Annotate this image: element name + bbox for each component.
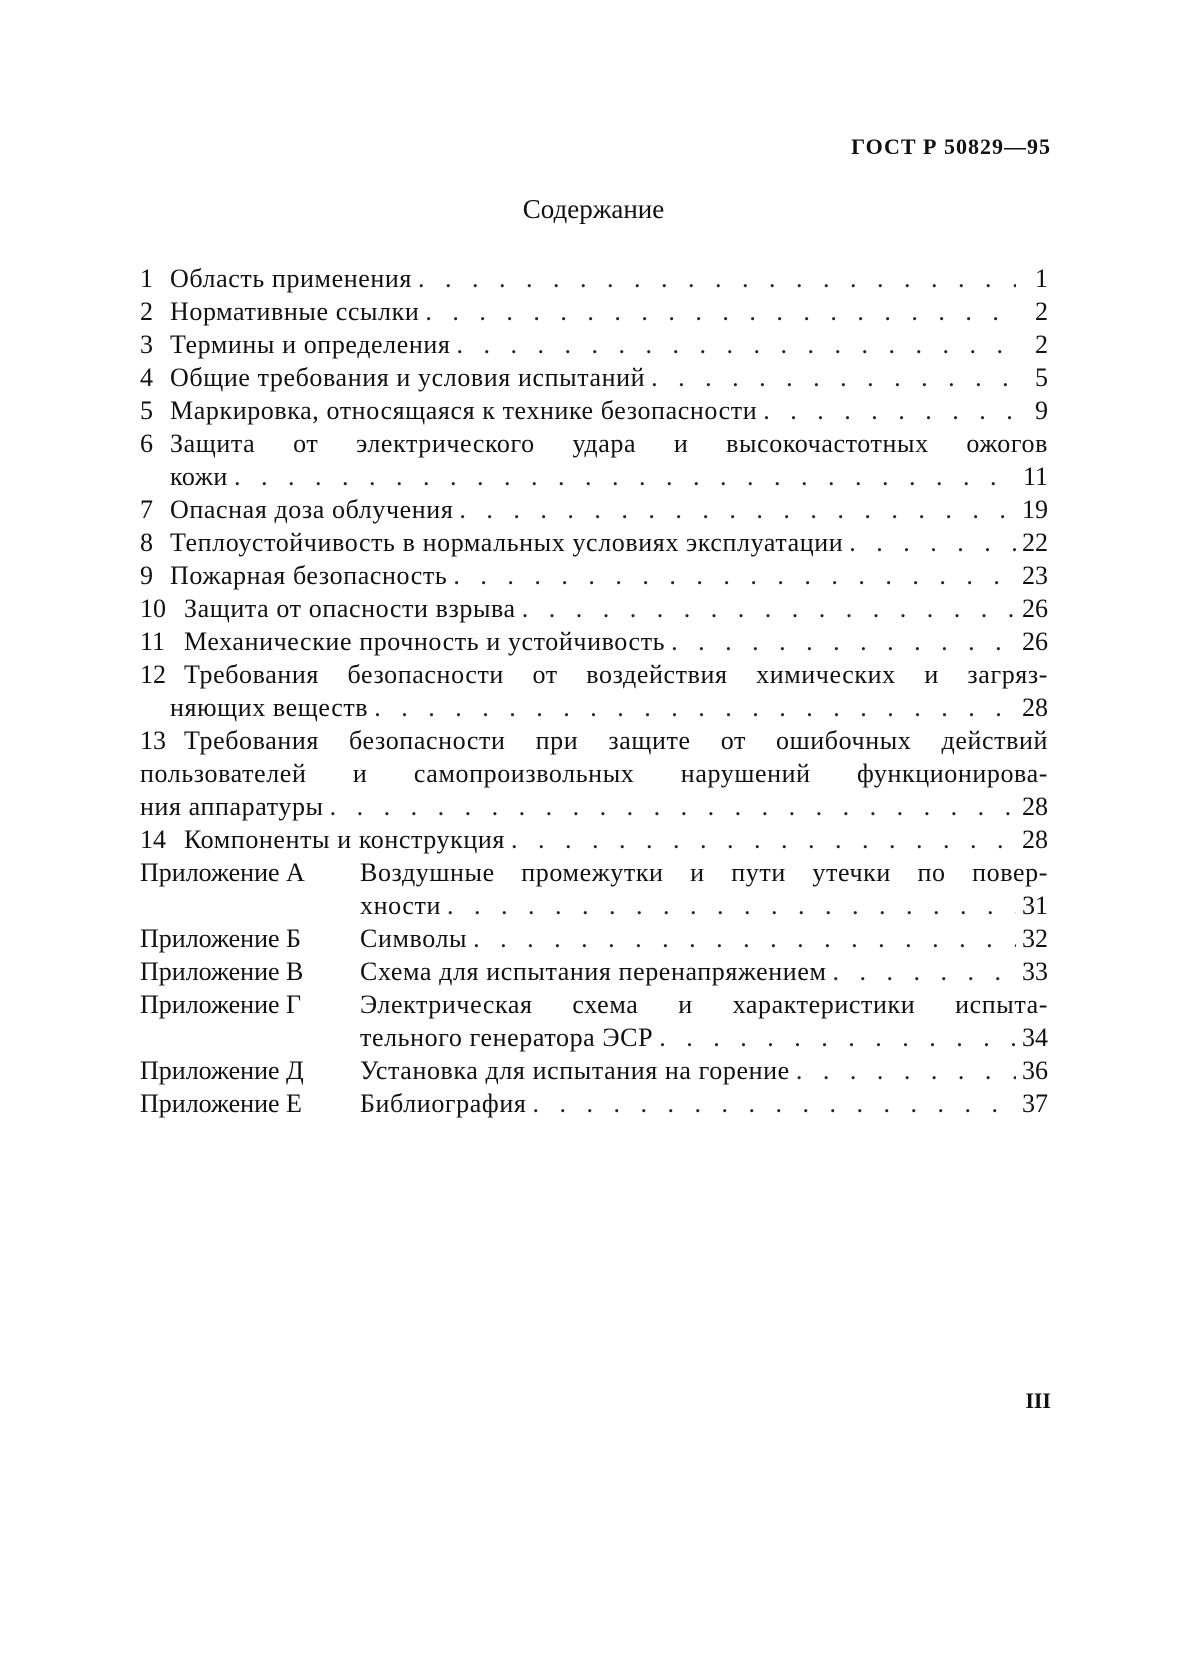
toc-appendix-v[interactable] <box>140 955 1048 988</box>
toc-entry-4[interactable] <box>140 361 1048 394</box>
appendix-label: Приложение А <box>140 858 305 887</box>
dot-leader <box>447 889 1016 922</box>
toc-entry-title: Нормативные ссылки <box>170 297 420 326</box>
dot-leader <box>418 262 1016 295</box>
dot-leader <box>330 790 1016 823</box>
toc-entry-number: 5 <box>140 396 153 425</box>
toc-entry-number: 4 <box>140 363 153 392</box>
toc-entry-title: Общие требования и условия испытаний <box>170 363 646 392</box>
toc-entry-page: 11 <box>1022 462 1048 491</box>
toc-entry-title: Термины и определения <box>170 330 451 359</box>
dot-leader <box>522 592 1016 625</box>
appendix-label: Приложение Б <box>140 924 301 953</box>
appendix-page: 33 <box>1022 957 1048 986</box>
appendix-page: 36 <box>1022 1056 1048 1085</box>
toc-entry-page: 2 <box>1035 297 1048 326</box>
toc-entry-11[interactable] <box>140 625 1048 658</box>
appendix-title-continuation: тельного генератора ЭСР <box>360 1023 654 1052</box>
appendix-page: 34 <box>1022 1023 1048 1052</box>
toc-entry-page: 26 <box>1022 594 1048 623</box>
toc-entry-title-continuation: няющих веществ <box>170 693 369 722</box>
toc-appendix-b[interactable] <box>140 922 1048 955</box>
toc-entry-12[interactable] <box>140 658 1048 691</box>
toc-entry-title-continuation: пользователей и самопроизвольных нарушений функционирова- <box>140 759 1048 788</box>
dot-leader <box>511 823 1016 856</box>
document-designation: ГОСТ Р 50829—95 <box>851 134 1051 159</box>
toc-entry-page: 23 <box>1022 561 1048 590</box>
toc-appendix-g-continuation[interactable] <box>140 1021 1048 1054</box>
toc-entry-title: Компоненты и конструкция <box>184 825 505 854</box>
table-of-contents <box>140 262 1048 1120</box>
toc-entry-5[interactable] <box>140 394 1048 427</box>
toc-entry-title: Защита от электрического удара и высокочастотных ожогов <box>170 429 1048 458</box>
toc-entry-number: 13 <box>140 726 166 755</box>
toc-entry-title: Опасная доза облучения <box>170 495 454 524</box>
toc-entry-6-continuation[interactable] <box>140 460 1048 493</box>
toc-entry-title-continuation: ния аппаратуры <box>140 792 324 821</box>
toc-entry-title: Теплоустойчивость в нормальных условиях эксплуатации <box>170 528 844 557</box>
appendix-label: Приложение В <box>140 957 304 986</box>
toc-entry-number: 12 <box>140 660 166 689</box>
dot-leader <box>651 361 1016 394</box>
dot-leader <box>796 1054 1016 1087</box>
appendix-title: Схема для испытания перенапряжением <box>360 957 827 986</box>
toc-entry-number: 2 <box>140 297 153 326</box>
toc-entry-title: Требования безопасности от воздействия химических и загряз- <box>184 660 1048 689</box>
appendix-title: Электрическая схема и характеристики испыта- <box>360 990 1048 1019</box>
toc-entry-2[interactable] <box>140 295 1048 328</box>
toc-entry-10[interactable] <box>140 592 1048 625</box>
toc-entry-1[interactable] <box>140 262 1048 295</box>
toc-entry-page: 9 <box>1035 396 1048 425</box>
toc-entry-13[interactable] <box>140 724 1048 757</box>
toc-entry-title-continuation: кожи <box>170 462 228 491</box>
dot-leader <box>671 625 1016 658</box>
toc-entry-13-continuation[interactable] <box>140 757 1048 790</box>
toc-entry-14[interactable] <box>140 823 1048 856</box>
toc-entry-page: 22 <box>1022 528 1048 557</box>
toc-entry-13-continuation[interactable] <box>140 790 1048 823</box>
dot-leader <box>234 460 1016 493</box>
toc-entry-page: 28 <box>1022 792 1048 821</box>
dot-leader <box>532 1087 1016 1120</box>
dot-leader <box>833 955 1016 988</box>
appendix-page: 31 <box>1022 891 1048 920</box>
toc-entry-8[interactable] <box>140 526 1048 559</box>
toc-appendix-d[interactable] <box>140 1054 1048 1087</box>
appendix-title: Установка для испытания на горение <box>360 1056 790 1085</box>
toc-appendix-g[interactable] <box>140 988 1048 1021</box>
page-number: III <box>1025 1388 1051 1413</box>
dot-leader <box>763 394 1016 427</box>
toc-entry-page: 28 <box>1022 693 1048 722</box>
toc-entry-title: Механические прочность и устойчивость <box>184 627 666 656</box>
toc-entry-number: 3 <box>140 330 153 359</box>
toc-title: Содержание <box>522 194 665 224</box>
toc-entry-3[interactable] <box>140 328 1048 361</box>
toc-appendix-e[interactable] <box>140 1087 1048 1120</box>
dot-leader <box>473 922 1016 955</box>
toc-appendix-a-continuation[interactable] <box>140 889 1048 922</box>
toc-entry-number: 14 <box>140 825 166 854</box>
toc-entry-6[interactable] <box>140 427 1048 460</box>
toc-entry-number: 9 <box>140 561 153 590</box>
toc-entry-page: 1 <box>1035 264 1048 293</box>
toc-entry-page: 2 <box>1035 330 1048 359</box>
dot-leader <box>659 1021 1016 1054</box>
toc-entry-number: 10 <box>140 594 166 623</box>
appendix-title: Воздушные промежутки и пути утечки по повер- <box>360 858 1048 887</box>
toc-entry-number: 6 <box>140 429 153 458</box>
toc-entry-number: 8 <box>140 528 153 557</box>
appendix-title: Библиография <box>360 1089 527 1118</box>
appendix-title: Символы <box>360 924 468 953</box>
toc-entry-title: Область применения <box>170 264 412 293</box>
toc-entry-title: Пожарная безопасность <box>170 561 448 590</box>
dot-leader <box>849 526 1016 559</box>
toc-entry-12-continuation[interactable] <box>140 691 1048 724</box>
dot-leader <box>456 328 1016 361</box>
appendix-title-continuation: хности <box>360 891 441 920</box>
appendix-label: Приложение Д <box>140 1056 304 1085</box>
dot-leader <box>374 691 1016 724</box>
appendix-label: Приложение Г <box>140 990 302 1019</box>
toc-appendix-a[interactable] <box>140 856 1048 889</box>
appendix-label: Приложение Е <box>140 1089 302 1118</box>
dot-leader <box>459 493 1016 526</box>
toc-entry-page: 19 <box>1022 495 1048 524</box>
dot-leader <box>453 559 1016 592</box>
toc-entry-page: 5 <box>1035 363 1048 392</box>
toc-entry-title: Требования безопасности при защите от ошибочных действий <box>184 726 1048 755</box>
appendix-page: 32 <box>1022 924 1048 953</box>
toc-entry-9[interactable] <box>140 559 1048 592</box>
dot-leader <box>425 295 1016 328</box>
toc-entry-title: Маркировка, относящаяся к технике безопасности <box>170 396 758 425</box>
toc-entry-7[interactable] <box>140 493 1048 526</box>
appendix-page: 37 <box>1022 1089 1048 1118</box>
toc-entry-title: Защита от опасности взрыва <box>184 594 516 623</box>
toc-entry-number: 7 <box>140 495 153 524</box>
toc-entry-page: 26 <box>1022 627 1048 656</box>
toc-entry-number: 1 <box>140 264 153 293</box>
toc-entry-number: 11 <box>140 627 166 656</box>
toc-entry-page: 28 <box>1022 825 1048 854</box>
